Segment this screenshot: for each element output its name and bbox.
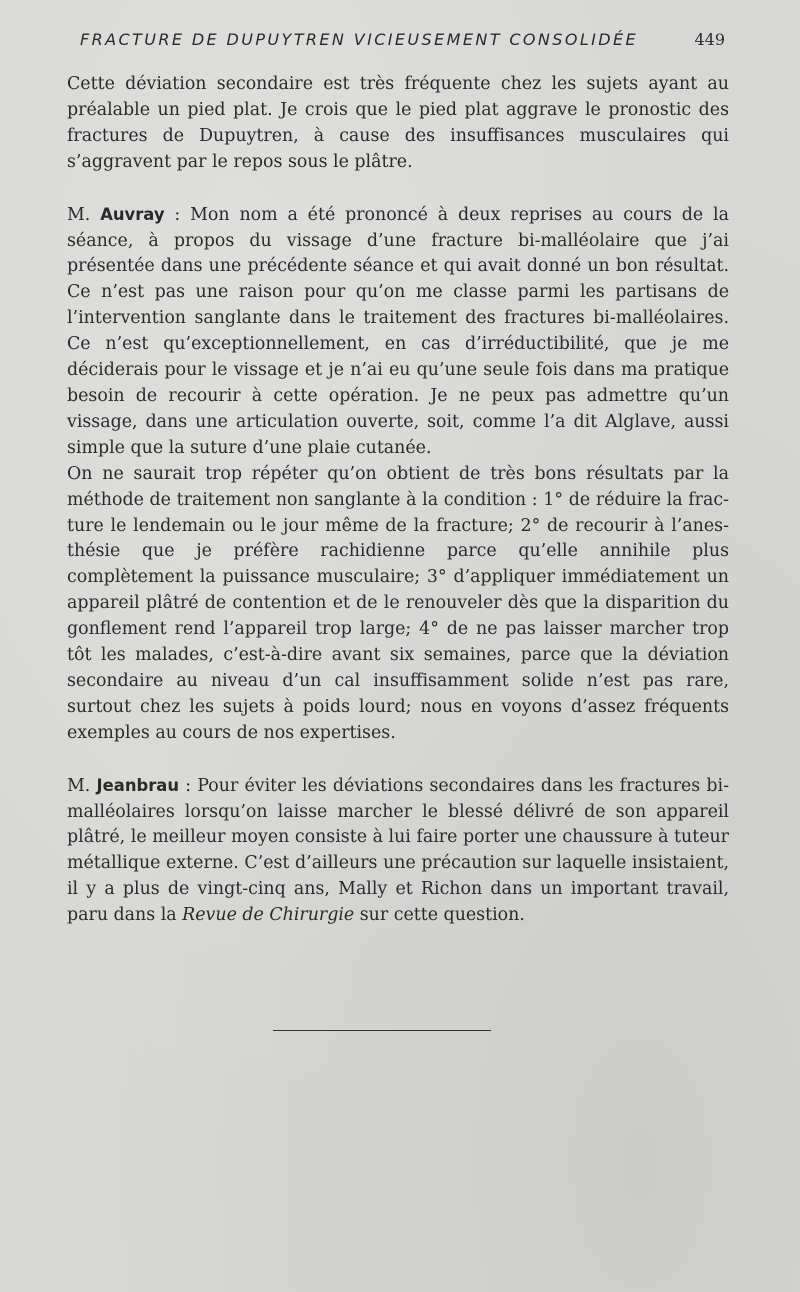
paragraph-text: : Pour éviter les déviations secondaires dans les fractures bi-malléolaires lorsqu’on laisse marcher le blessé délivré de son appareil plâtré, le meilleur moyen consiste à lui faire porter une chaussure à tuteur métallique externe. C’est d’ailleurs une précaution sur laquelle insistaient, il y a plus de vingt-cinq ans, Mally et Richon dans un important travail, paru dans la: [67, 775, 729, 926]
paragraph-auvray: [67, 202, 729, 462]
paragraph-text: Cette déviation secondaire est très fréquente chez les sujets ayant au préalable un pied plat. Je crois que le pied plat aggrave le pronostic des fractures de Dupuytren, à cause des insuffisances musculaires qui s’aggravent par le repos sous le plâtre.: [67, 74, 729, 172]
paragraph-text: On ne saurait trop répéter qu’on obtient de très bons résultats par la méthode de traitement non sanglante à la condition : 1° de réduire la fracture le lendemain ou le jour même de la fracture; 2° de recourir à l’anesthésie que je préfère rachidienne parce qu’elle annihile plus complètement la puissance musculaire; 3° d’appliquer immédiatement un appareil plâtré de contention et de le renouveler dès que la disparition du gonflement rend l’appareil trop large; 4° de ne pas laisser marcher trop tôt les malades, c’est-à-dire avant six semaines, parce que la déviation secondaire au niveau d’un cal insuffisamment solide n’est pas rare, surtout chez les sujets à poids lourd; nous en voyons d’assez fréquents exemples au cours de nos expertises.: [67, 463, 729, 743]
paragraph-treatment: [67, 462, 729, 747]
speaker-jeanbrau: Jeanbrau: [96, 775, 180, 795]
paragraph-text-end: sur cette question.: [354, 905, 525, 926]
speaker-prefix: M.: [67, 204, 101, 225]
running-title: FRACTURE DE DUPUYTREN VICIEUSEMENT CONSOLIDÉE: [80, 30, 639, 49]
paragraph-jeanbrau: [67, 773, 729, 929]
paragraph-deviation: [67, 72, 729, 176]
speaker-prefix: M.: [67, 775, 97, 796]
speaker-auvray: Auvray: [100, 204, 165, 224]
end-rule-divider: [273, 1030, 491, 1031]
article-body: [67, 72, 729, 929]
running-header: [80, 30, 725, 49]
journal-title: Revue de Chirurgie: [182, 905, 355, 926]
page-number: 449: [694, 30, 725, 49]
paragraph-text: : Mon nom a été prononcé à deux reprises au cours de la séance, à propos du vissage d’une fracture bi-malléolaire que j’ai présentée dans une précédente séance et qui avait donné un bon résultat. Ce n’est pas une raison pour qu’on me classe parmi les partisans de l’intervention sanglante dans le traitement des fractures bi-malléolaires. Ce n’est qu’exceptionnellement, en cas d’irréductibilité, que je me déciderais pour le vissage et je n’ai eu qu’une seule fois dans ma pratique besoin de recourir à cette opération. Je ne peux pas admettre qu’un vissage, dans une articulation ouverte, soit, comme l’a dit Alglave, aussi simple que la suture d’une plaie cutanée.: [67, 204, 729, 458]
